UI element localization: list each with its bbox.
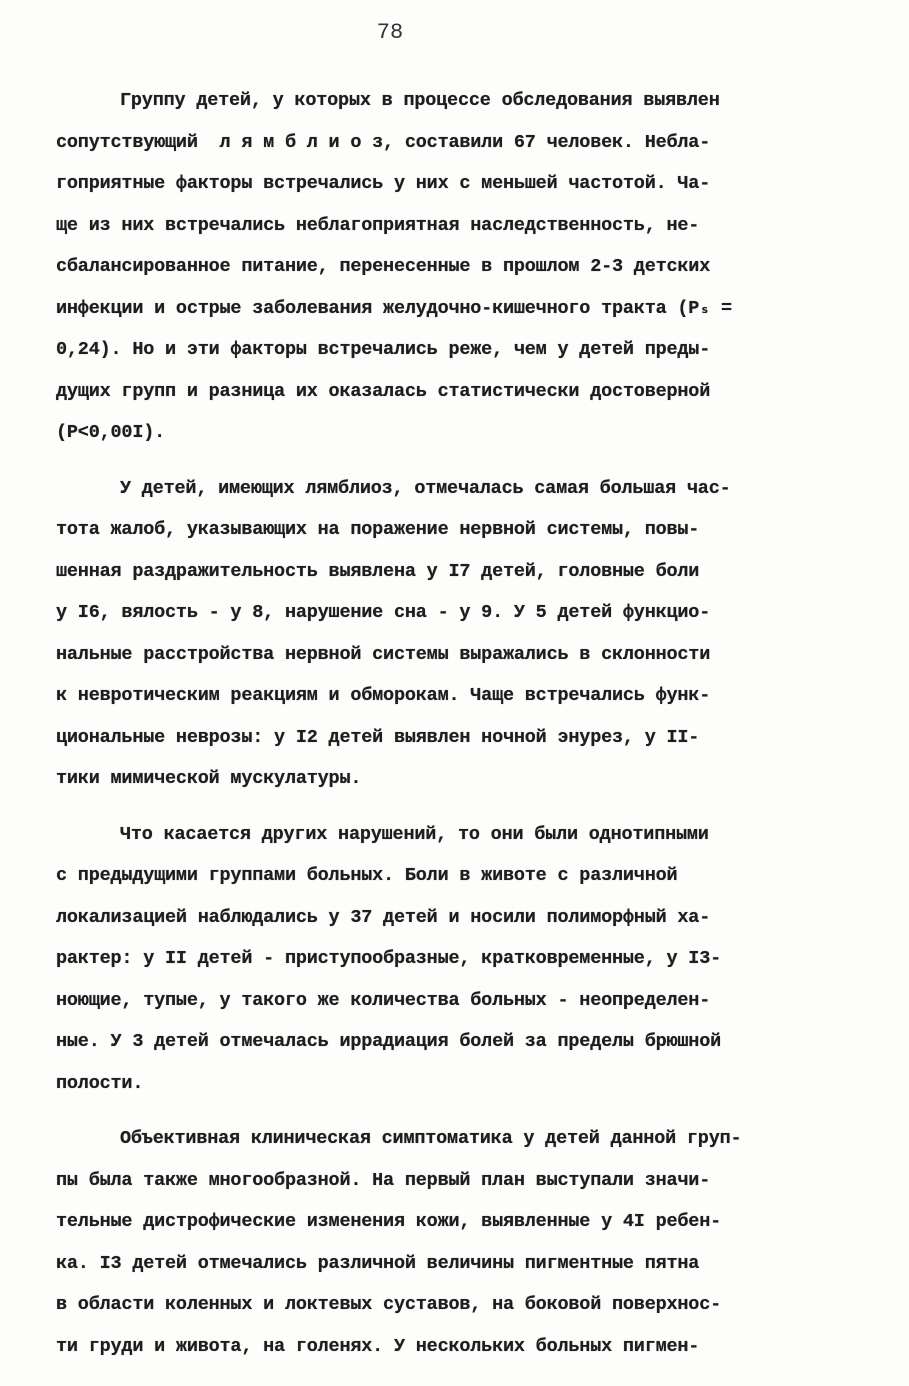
text-line: ноющие, тупые, у такого же количества больных - неопределен- — [56, 989, 711, 1011]
paragraph-2 — [56, 468, 846, 800]
text-line: пы была также многообразной. На первый план выступали значи- — [56, 1169, 711, 1191]
text-line: тики мимической мускулатуры. — [56, 768, 362, 789]
text-line: Что касается других нарушений, то они были однотипными — [120, 823, 709, 845]
text-line: у I6, вялость - у 8, нарушение сна - у 9. У 5 детей функцио- — [56, 602, 711, 623]
text-line: нальные расстройства нервной системы выражались в склонности — [56, 643, 711, 665]
page-number: 78 — [376, 20, 404, 45]
text-line: Объективная клиническая симптоматика у детей данной груп- — [120, 1128, 742, 1149]
text-line: тота жалоб, указывающих на поражение нервной системы, повы- — [56, 519, 700, 540]
text-line: дущих групп и разница их оказалась статистически достоверной — [56, 380, 711, 402]
text-line: ные. У 3 детей отмечалась иррадиация болей за пределы брюшной — [56, 1031, 722, 1052]
text-line: сопутствующий л я м б л и о з, составили 67 человек. Небла- — [56, 131, 711, 153]
text-line: с предыдущими группами больных. Боли в животе с различной — [56, 865, 678, 886]
text-line: (P<0,00I). — [56, 422, 166, 443]
text-line: ка. I3 детей отмечались различной величины пигментные пятна — [56, 1252, 700, 1274]
text-line: локализацией наблюдались у 37 детей и носили полиморфный ха- — [56, 906, 711, 928]
paragraph-3 — [56, 814, 846, 1105]
text-line: Группу детей, у которых в процессе обследования выявлен — [120, 90, 720, 111]
text-line: в области коленных и локтевых суставов, на боковой поверхнос- — [56, 1294, 722, 1315]
text-line: к невротическим реакциям и обморокам. Чаще встречались функ- — [56, 685, 711, 706]
text-line: полости. — [56, 1072, 144, 1094]
text-line: 0,24). Но и эти факторы встречались реже, чем у детей преды- — [56, 339, 711, 360]
paragraph-4 — [56, 1118, 846, 1367]
text-line: рактер: у II детей - приступообразные, кратковременные, у I3- — [56, 948, 722, 969]
text-line: инфекции и острые заболевания желудочно-кишечного тракта (Pₛ = — [56, 297, 732, 319]
text-line: шенная раздражительность выявлена у I7 детей, головные боли — [56, 560, 700, 582]
text-line: циональные неврозы: у I2 детей выявлен ночной энурез, у II- — [56, 726, 700, 748]
body-text — [56, 80, 846, 1381]
paragraph-1 — [56, 80, 846, 454]
text-line: сбалансированное питание, перенесенные в прошлом 2-3 детских — [56, 256, 711, 277]
text-line: ти груди и живота, на голенях. У нескольких больных пигмен- — [56, 1335, 700, 1357]
text-line: ще из них встречались неблагоприятная наследственность, не- — [56, 214, 700, 236]
text-line: гоприятные факторы встречались у них с меньшей частотой. Ча- — [56, 173, 711, 194]
text-line: У детей, имеющих лямблиоз, отмечалась самая большая час- — [120, 477, 731, 499]
text-line: тельные дистрофические изменения кожи, выявленные у 4I ребен- — [56, 1211, 722, 1232]
